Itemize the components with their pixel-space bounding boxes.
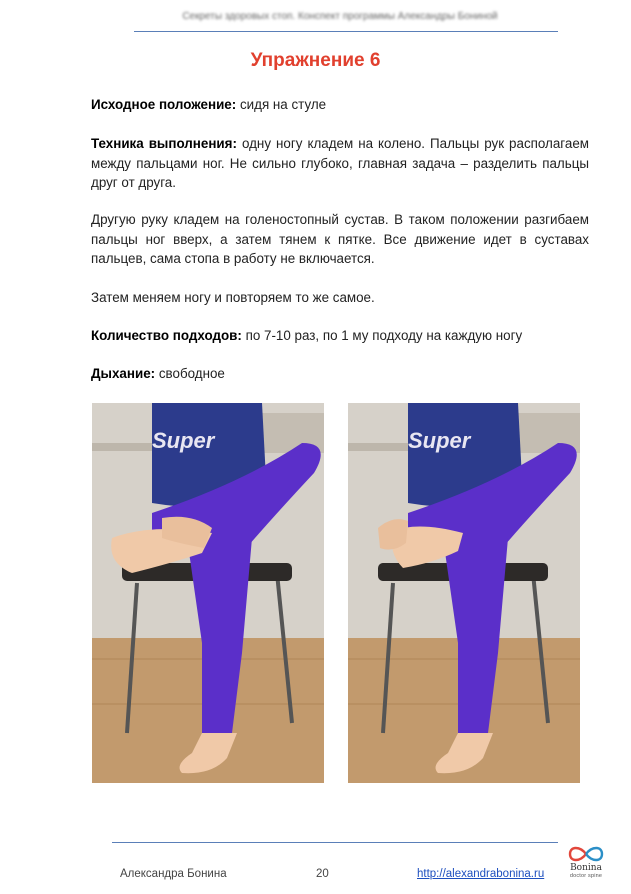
breathing-paragraph (91, 364, 589, 384)
repeat-paragraph: Затем меняем ногу и повторяем то же самое. (91, 290, 375, 305)
infinity-icon (566, 845, 606, 863)
start-position-paragraph (91, 95, 589, 115)
start-position-label: Исходное положение: (91, 97, 237, 112)
technique-paragraph (91, 134, 589, 193)
exercise-photo-left (92, 403, 324, 783)
sets-text: по 7-10 раз, по 1 му подходу на каждую ногу (245, 328, 523, 343)
shirt-print-text-left: Super (152, 428, 215, 453)
sets-paragraph (91, 326, 589, 346)
exercise-photo-right (348, 403, 580, 783)
website-link[interactable]: http://alexandrabonina.ru (417, 868, 545, 880)
page-title: Упражнение 6 (250, 50, 381, 71)
breathing-text: свободное (158, 366, 225, 381)
header-rule (134, 31, 558, 32)
technique-label: Техника выполнения: (91, 136, 237, 151)
logo-subtitle: doctor spine (569, 873, 603, 879)
technique-text: одну ногу кладем на колено. Пальцы рук располагаем между пальцами ног. Не сильно глубоко, главная задача – разделить пальцы друг от друга. (91, 136, 589, 190)
page-number: 20 (316, 868, 329, 880)
start-position-text: сидя на стуле (239, 97, 327, 112)
running-header: Секреты здоровых стоп. Конспект программы Александры Бониной (182, 11, 498, 22)
breathing-label: Дыхание: (91, 366, 156, 381)
footer-rule (112, 842, 558, 843)
sets-label: Количество подходов: (91, 328, 242, 343)
shirt-print-text-right: Super (408, 428, 471, 453)
bonina-logo (563, 845, 609, 889)
logo-name: Bonina (570, 863, 602, 873)
footer-author: Александра Бонина (120, 868, 227, 880)
instruction-paragraph: Другую руку кладем на голеностопный сустав. В таком положении разгибаем пальцы ног вверх, а затем тянем к пятке. Все движение идет в суставах пальцев, сама стопа в работу не включается. (91, 212, 589, 266)
